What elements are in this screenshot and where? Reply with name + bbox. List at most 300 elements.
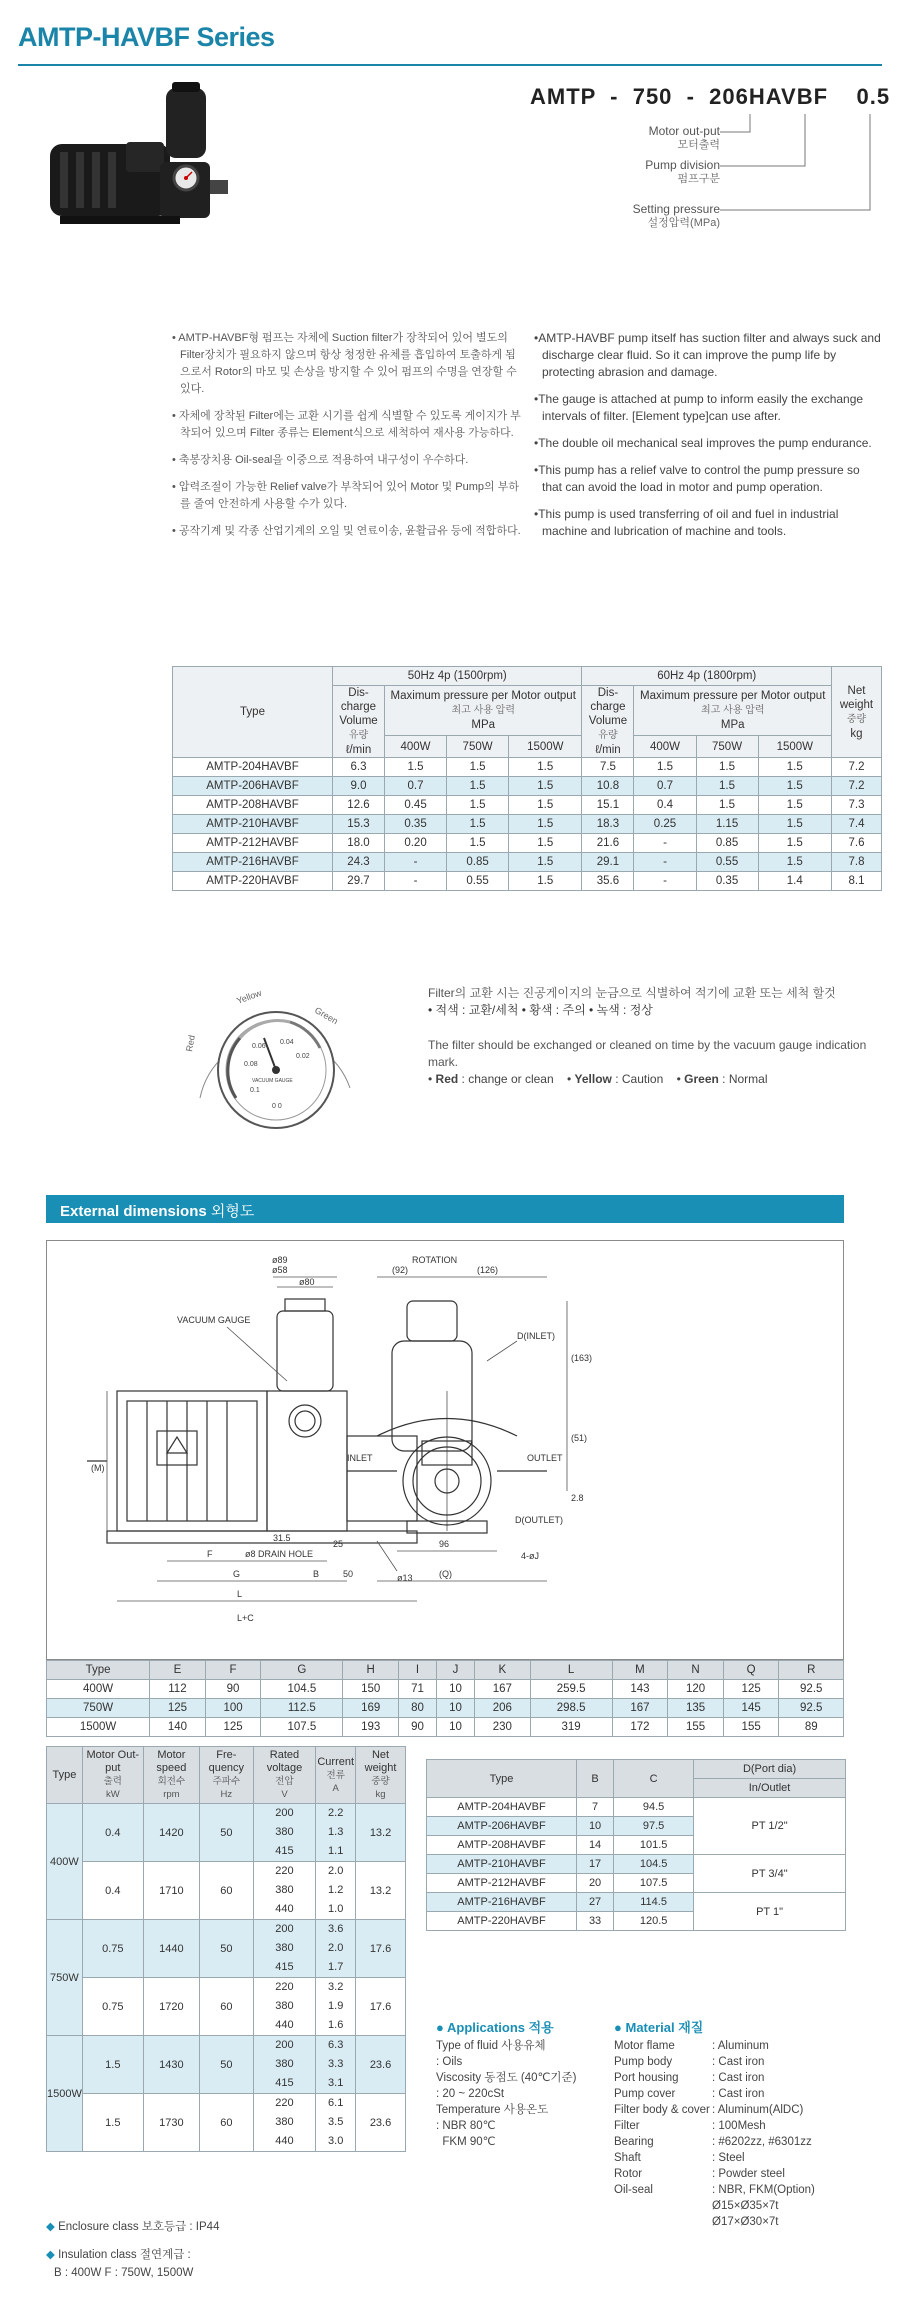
gauge-note-en: The filter should be exchanged or cleaned on time by the vacuum gauge indication mark. (428, 1038, 867, 1069)
gauge-note-ko-legend: • 적색 : 교환/세척 • 황색 : 주의 • 녹색 : 정상 (428, 1003, 653, 1017)
dim-cell: 319 (530, 1718, 612, 1737)
material: ● Material 재질 Motor flame : Aluminum Pump body : Cast iron Port housing : Cast iron Pump cover : Cast iron Filter body & cover : Aluminum(AlDC) Filter : 100Mesh Bearing : #6202zz, #6301zz Shaft : Steel Rotor : Powder steel Oil-seal : NBR, FKM(Option) Ø15×Ø35×7t Ø17×Ø30×7t (614, 2020, 854, 2230)
spec-cell: 29.1 (582, 853, 634, 872)
dim-cell: 10 (436, 1718, 474, 1737)
motor-v-cell: 220 380 440 (253, 2094, 316, 2152)
motor-a-cell: 3.2 1.9 1.6 (316, 1978, 356, 2036)
dim-header: Q (723, 1661, 779, 1680)
port-cell: 33 (577, 1912, 614, 1931)
svg-text:Yellow: Yellow (235, 987, 263, 1006)
spec-cell: 0.25 (634, 815, 696, 834)
insulation-value: B : 400W F : 750W, 1500W (54, 2267, 194, 2279)
spec-cell: 1.5 (509, 872, 582, 891)
dim-cell: 167 (474, 1680, 530, 1699)
port-cell: 14 (577, 1836, 614, 1855)
notes (46, 2218, 219, 2282)
dim-cell: 107.5 (261, 1718, 343, 1737)
motor-rpm-cell: 1730 (143, 2094, 199, 2152)
label-q: (Q) (439, 1569, 452, 1579)
motor-kw-cell: 1.5 (82, 2036, 143, 2094)
spec-cell: 1.5 (509, 853, 582, 872)
svg-text:0.1: 0.1 (250, 1087, 260, 1094)
label-drain-hole: ø8 DRAIN HOLE (245, 1549, 314, 1559)
motor-kg-cell: 13.2 (356, 1862, 406, 1920)
motor-hz-cell: 60 (200, 2094, 254, 2152)
motor-row (47, 2094, 406, 2152)
material-row: Rotor : Powder steel (614, 2168, 785, 2180)
port-cell: AMTP-210HAVBF (427, 1855, 577, 1874)
motor-a-cell: 2.2 1.3 1.1 (316, 1804, 356, 1862)
motor-a-cell: 6.1 3.5 3.0 (316, 2094, 356, 2152)
motor-header: Fre-quency 주파수 Hz (200, 1747, 254, 1804)
label-g: G (233, 1569, 241, 1579)
label-51: (51) (571, 1433, 588, 1443)
dim-header: Type (47, 1661, 150, 1680)
port-cell: 120.5 (614, 1912, 694, 1931)
spec-cell: 1.5 (634, 758, 696, 777)
desc-en-3: •The double oil mechanical seal improves the pump endurance. (534, 436, 872, 450)
port-th-c: C (614, 1760, 694, 1798)
dim-header: K (474, 1661, 530, 1680)
spec-cell: 18.3 (582, 815, 634, 834)
svg-text:0.06: 0.06 (252, 1043, 266, 1050)
spec-row (173, 796, 882, 815)
spec-cell: - (634, 853, 696, 872)
label-126: (126) (477, 1265, 499, 1275)
spec-cell: 0.4 (634, 796, 696, 815)
dim-cell: 120 (668, 1680, 724, 1699)
spec-cell: 1.5 (447, 758, 509, 777)
motor-v-cell: 200 380 415 (253, 1920, 316, 1978)
spec-cell: 12.6 (333, 796, 385, 815)
label-31-5: 31.5 (273, 1533, 291, 1543)
spec-cell: 1.5 (509, 834, 582, 853)
spec-cell: 1.5 (509, 777, 582, 796)
desc-ko-1: • AMTP-HAVBF형 펌프는 자체에 Suction filter가 장착되어 있어 별도의 Filter장치가 필요하지 않으며 항상 청정한 유체를 흡입하여 토출하게 됨으로서 Rotor의 마모 및 손상을 방지할 수 있어 펌프의 수명을 연장할 수 있다. (172, 332, 517, 395)
label-vacuum-gauge: VACUUM GAUGE (177, 1315, 251, 1325)
desc-en-1: •AMTP-HAVBF pump itself has suction filter and always suck and discharge clear fluid. So it can improve the pump life by protecting abrasion and damage. (534, 331, 881, 379)
spec-cell: 7.2 (832, 777, 882, 796)
motor-hz-cell: 50 (200, 2036, 254, 2094)
application-line: : Oils (436, 2056, 463, 2068)
dim-cell: 400W (47, 1680, 150, 1699)
motor-table (46, 1746, 406, 2152)
motor-header: Type (47, 1747, 83, 1804)
spec-cell: 1.5 (696, 796, 758, 815)
dim-cell: 90 (205, 1680, 261, 1699)
dim-cell: 172 (612, 1718, 668, 1737)
dim-cell: 155 (668, 1718, 724, 1737)
dim-cell: 92.5 (779, 1680, 844, 1699)
dim-cell: 167 (612, 1699, 668, 1718)
motor-kg-cell: 17.6 (356, 1978, 406, 2036)
spec-cell: 7.5 (582, 758, 634, 777)
spec-cell: 29.7 (333, 872, 385, 891)
spec-cell: 1.5 (509, 796, 582, 815)
motor-kg-cell: 13.2 (356, 1804, 406, 1862)
dim-cell: 71 (398, 1680, 436, 1699)
th-discharge-50: Dis- charge Volume 유량 ℓ/min (333, 686, 385, 758)
port-th-d: D(Port dia) (694, 1760, 846, 1779)
spec-row (173, 872, 882, 891)
model-code-leader-lines (720, 108, 880, 248)
label-f: F (207, 1549, 213, 1559)
spec-cell: 1.5 (758, 796, 831, 815)
motor-v-cell: 200 380 415 (253, 2036, 316, 2094)
port-cell: 107.5 (614, 1874, 694, 1893)
enclosure-note: ◆ Enclosure class 보호등급 : IP44 (46, 2221, 220, 2233)
th-discharge-60: Dis- charge Volume 유량 ℓ/min (582, 686, 634, 758)
port-th-type: Type (427, 1760, 577, 1798)
svg-text:Red: Red (184, 1034, 197, 1053)
port-cell: 104.5 (614, 1855, 694, 1874)
spec-cell: 7.4 (832, 815, 882, 834)
spec-cell: 1.5 (509, 758, 582, 777)
material-row: Filter body & cover : Aluminum(AlDC) (614, 2104, 804, 2116)
motor-rpm-cell: 1420 (143, 1804, 199, 1862)
th-type: Type (173, 667, 333, 758)
motor-kg-cell: 17.6 (356, 1920, 406, 1978)
vacuum-gauge-illustration (180, 978, 370, 1138)
dim-cell: 140 (150, 1718, 206, 1737)
application-line: : 20 ~ 220cSt (436, 2088, 505, 2100)
spec-cell: 0.55 (447, 872, 509, 891)
motor-kw-cell: 1.5 (82, 2094, 143, 2152)
label-rotation: ROTATION (412, 1255, 458, 1265)
motor-rpm-cell: 1720 (143, 1978, 199, 2036)
port-cell: AMTP-206HAVBF (427, 1817, 577, 1836)
th-50hz: 50Hz 4p (1500rpm) (333, 667, 582, 686)
label-outlet: OUTLET (527, 1453, 563, 1463)
spec-cell: 21.6 (582, 834, 634, 853)
th-1500w-50: 1500W (509, 736, 582, 758)
motor-header: Current 전류 A (316, 1747, 356, 1804)
label-b: B (313, 1569, 320, 1579)
spec-cell: 35.6 (582, 872, 634, 891)
svg-text:0.02: 0.02 (296, 1053, 310, 1060)
material-row: Motor flame : Aluminum (614, 2040, 769, 2052)
spec-cell: 1.5 (758, 834, 831, 853)
label-pump-division: Pump division 펌프구분 (645, 158, 720, 185)
dim-cell: 143 (612, 1680, 668, 1699)
spec-cell: - (634, 834, 696, 853)
material-row: Pump cover : Cast iron (614, 2088, 765, 2100)
th-60hz: 60Hz 4p (1800rpm) (582, 667, 832, 686)
label-25: 25 (333, 1539, 344, 1549)
port-table (426, 1759, 846, 1931)
dimension-drawing (46, 1240, 844, 1660)
spec-cell: 7.3 (832, 796, 882, 815)
svg-text:VACUUM GAUGE: VACUUM GAUGE (252, 1078, 293, 1084)
label-phi58: ø58 (272, 1265, 288, 1275)
motor-header: Motor Out-put 출력 kW (82, 1747, 143, 1804)
dim-cell: 259.5 (530, 1680, 612, 1699)
motor-kw-cell: 0.75 (82, 1978, 143, 2036)
port-cell: 17 (577, 1855, 614, 1874)
th-400w-50: 400W (385, 736, 447, 758)
application-line: Temperature 사용온도 (436, 2104, 549, 2116)
dim-cell: 92.5 (779, 1699, 844, 1718)
motor-rpm-cell: 1440 (143, 1920, 199, 1978)
spec-cell: 1.5 (758, 853, 831, 872)
port-th-b: B (577, 1760, 614, 1798)
motor-type-cell: 1500W (47, 2036, 83, 2152)
material-row: Ø15×Ø35×7t (712, 2200, 779, 2212)
th-400w-60: 400W (634, 736, 696, 758)
spec-cell: 8.1 (832, 872, 882, 891)
motor-type-cell: 400W (47, 1804, 83, 1920)
port-th-inout: In/Outlet (694, 1779, 846, 1798)
port-cell: 94.5 (614, 1798, 694, 1817)
dim-header: E (150, 1661, 206, 1680)
label-d-outlet: D(OUTLET) (515, 1515, 563, 1525)
svg-text:0 0: 0 0 (272, 1103, 282, 1110)
port-cell: 10 (577, 1817, 614, 1836)
material-row: Pump body : Cast iron (614, 2056, 765, 2068)
dim-cell: 150 (343, 1680, 399, 1699)
spec-cell: 9.0 (333, 777, 385, 796)
spec-cell: - (634, 872, 696, 891)
motor-hz-cell: 50 (200, 1804, 254, 1862)
dim-header: N (668, 1661, 724, 1680)
motor-kg-cell: 23.6 (356, 2094, 406, 2152)
motor-a-cell: 6.3 3.3 3.1 (316, 2036, 356, 2094)
desc-ko-2: • 자체에 장착된 Filter에는 교환 시기를 쉽게 식별할 수 있도록 게이지가 부착되어 있으며 Filter 종류는 Element식으로 세척하여 재사용 가능하다. (172, 410, 521, 439)
spec-cell: 1.5 (758, 815, 831, 834)
applications: ● Applications 적용 Type of fluid 사용유체 : Oils Viscosity 동점도 (40℃기준) : 20 ~ 220cSt Temperature 사용온도 : NBR 80℃ FKM 90℃ (436, 2020, 606, 2150)
th-maxpress-50: Maximum pressure per Motor output 최고 사용 압력 MPa (385, 686, 582, 736)
motor-row (47, 2036, 406, 2094)
title-rule (18, 64, 882, 66)
spec-row (173, 853, 882, 872)
spec-row (173, 758, 882, 777)
spec-cell: 0.55 (696, 853, 758, 872)
motor-hz-cell: 60 (200, 1862, 254, 1920)
th-1500w-60: 1500W (758, 736, 831, 758)
dim-row (47, 1718, 844, 1737)
dim-cell: 206 (474, 1699, 530, 1718)
spec-cell: 1.15 (696, 815, 758, 834)
th-750w-50: 750W (447, 736, 509, 758)
spec-cell: 1.5 (758, 777, 831, 796)
motor-kg-cell: 23.6 (356, 2036, 406, 2094)
motor-kw-cell: 0.4 (82, 1862, 143, 1920)
motor-v-cell: 220 380 440 (253, 1978, 316, 2036)
label-motor-output: Motor out-put 모터출력 (648, 124, 720, 151)
label-phi13: ø13 (397, 1573, 413, 1583)
gauge-legend: • Red : change or clean • Yellow : Caution • Green : Normal (428, 1072, 768, 1086)
spec-type-cell: AMTP-220HAVBF (173, 872, 333, 891)
motor-hz-cell: 50 (200, 1920, 254, 1978)
th-750w-60: 750W (696, 736, 758, 758)
dim-header: I (398, 1661, 436, 1680)
spec-cell: 1.5 (447, 777, 509, 796)
port-cell: 7 (577, 1798, 614, 1817)
motor-header: Rated voltage 전압 V (253, 1747, 316, 1804)
label-163: (163) (571, 1353, 593, 1363)
spec-cell: 0.7 (634, 777, 696, 796)
desc-ko-5: • 공작기계 및 각종 산업기계의 오일 및 연료이송, 윤활급유 등에 적합하다. (172, 525, 521, 537)
dim-cell: 100 (205, 1699, 261, 1718)
motor-a-cell: 3.6 2.0 1.7 (316, 1920, 356, 1978)
dim-cell: 112.5 (261, 1699, 343, 1718)
spec-row (173, 777, 882, 796)
spec-cell: 1.5 (509, 815, 582, 834)
dim-header: H (343, 1661, 399, 1680)
dimension-table (46, 1660, 844, 1737)
dim-row (47, 1680, 844, 1699)
spec-table (172, 666, 882, 891)
port-dia-cell: PT 3/4" (694, 1855, 846, 1893)
motor-v-cell: 200 380 415 (253, 1804, 316, 1862)
motor-hz-cell: 60 (200, 1978, 254, 2036)
spec-cell: 7.6 (832, 834, 882, 853)
dim-cell: 80 (398, 1699, 436, 1718)
dim-cell: 193 (343, 1718, 399, 1737)
dim-header: G (261, 1661, 343, 1680)
port-cell: AMTP-220HAVBF (427, 1912, 577, 1931)
label-2-8: 2.8 (571, 1493, 584, 1503)
port-cell: 114.5 (614, 1893, 694, 1912)
spec-row (173, 834, 882, 853)
dim-header: M (612, 1661, 668, 1680)
spec-cell: 0.45 (385, 796, 447, 815)
spec-type-cell: AMTP-206HAVBF (173, 777, 333, 796)
spec-cell: - (385, 872, 447, 891)
spec-cell: 15.1 (582, 796, 634, 815)
dim-row (47, 1699, 844, 1718)
desc-en-2: •The gauge is attached at pump to inform easily the exchange intervals of filter. [Element type]can use after. (534, 392, 864, 423)
label-l: L (237, 1589, 243, 1599)
port-cell: AMTP-204HAVBF (427, 1798, 577, 1817)
port-row (427, 1798, 846, 1817)
label-inlet: INLET (347, 1453, 373, 1463)
model-code: AMTP - 750 - 206HAVBF 0.5 (530, 84, 891, 109)
insulation-note: ◆ Insulation class 절연계급 : (46, 2249, 191, 2261)
spec-cell: 1.5 (758, 758, 831, 777)
svg-text:0.04: 0.04 (280, 1039, 294, 1046)
material-row: Oil-seal : NBR, FKM(Option) (614, 2184, 815, 2196)
port-cell: 101.5 (614, 1836, 694, 1855)
label-50: 50 (343, 1569, 354, 1579)
label-setting-pressure: Setting pressure 설정압력(MPa) (632, 202, 720, 229)
material-row: Ø17×Ø30×7t (712, 2216, 779, 2228)
port-cell: AMTP-212HAVBF (427, 1874, 577, 1893)
dim-cell: 89 (779, 1718, 844, 1737)
dim-cell: 230 (474, 1718, 530, 1737)
th-net-weight: Net weight 중량 kg (832, 667, 882, 758)
svg-text:0.08: 0.08 (244, 1061, 258, 1068)
spec-type-cell: AMTP-216HAVBF (173, 853, 333, 872)
dim-cell: 125 (150, 1699, 206, 1718)
motor-row (47, 1920, 406, 1978)
material-row: Filter : 100Mesh (614, 2120, 766, 2132)
material-row: Shaft : Steel (614, 2152, 745, 2164)
motor-kw-cell: 0.75 (82, 1920, 143, 1978)
spec-row (173, 815, 882, 834)
dim-cell: 90 (398, 1718, 436, 1737)
spec-cell: 15.3 (333, 815, 385, 834)
port-dia-cell: PT 1/2" (694, 1798, 846, 1855)
dim-cell: 125 (205, 1718, 261, 1737)
spec-cell: 1.5 (385, 758, 447, 777)
spec-type-cell: AMTP-212HAVBF (173, 834, 333, 853)
spec-cell: 0.35 (696, 872, 758, 891)
port-dia-cell: PT 1" (694, 1893, 846, 1931)
spec-cell: 0.7 (385, 777, 447, 796)
spec-type-cell: AMTP-210HAVBF (173, 815, 333, 834)
desc-ko-3: • 축봉장치용 Oil-seal을 이중으로 적용하여 내구성이 우수하다. (172, 454, 469, 466)
spec-cell: 10.8 (582, 777, 634, 796)
label-phi80: ø80 (299, 1277, 315, 1287)
motor-row (47, 1862, 406, 1920)
motor-type-cell: 750W (47, 1920, 83, 2036)
dim-header: R (779, 1661, 844, 1680)
material-row: Bearing : #6202zz, #6301zz (614, 2136, 812, 2148)
spec-cell: 18.0 (333, 834, 385, 853)
external-dimensions-header: External dimensions 외형도 (46, 1195, 844, 1223)
pump-product-image (40, 82, 240, 252)
motor-row (47, 1978, 406, 2036)
motor-a-cell: 2.0 1.2 1.0 (316, 1862, 356, 1920)
label-phi89: ø89 (272, 1255, 288, 1265)
port-cell: AMTP-208HAVBF (427, 1836, 577, 1855)
gauge-note (428, 985, 888, 1088)
dim-cell: 1500W (47, 1718, 150, 1737)
spec-cell: 0.85 (447, 853, 509, 872)
spec-cell: 24.3 (333, 853, 385, 872)
spec-cell: 1.5 (447, 815, 509, 834)
spec-cell: 1.5 (696, 777, 758, 796)
dim-cell: 104.5 (261, 1680, 343, 1699)
material-row: Port housing : Cast iron (614, 2072, 765, 2084)
desc-en-5: •This pump is used transferring of oil and fuel in industrial machine and lubrication of machine and tools. (534, 507, 839, 538)
dim-cell: 10 (436, 1680, 474, 1699)
spec-type-cell: AMTP-204HAVBF (173, 758, 333, 777)
dim-cell: 298.5 (530, 1699, 612, 1718)
spec-type-cell: AMTP-208HAVBF (173, 796, 333, 815)
dim-cell: 10 (436, 1699, 474, 1718)
label-96: 96 (439, 1539, 450, 1549)
motor-row (47, 1804, 406, 1862)
description-english (534, 330, 882, 550)
desc-ko-4: • 압력조절이 가능한 Relief valve가 부착되어 있어 Motor 및 Pump의 부하를 줄여 안전하게 사용할 수가 있다. (172, 481, 519, 510)
spec-cell: 0.20 (385, 834, 447, 853)
port-row (427, 1893, 846, 1912)
motor-header: Motor speed 회전수 rpm (143, 1747, 199, 1804)
dim-header: J (436, 1661, 474, 1680)
th-maxpress-60: Maximum pressure per Motor output 최고 사용 압력 MPa (634, 686, 832, 736)
spec-cell: 7.2 (832, 758, 882, 777)
motor-v-cell: 220 380 440 (253, 1862, 316, 1920)
application-line: Type of fluid 사용유체 (436, 2040, 546, 2052)
label-m: (M) (91, 1463, 105, 1473)
label-4-phi-j: 4-øJ (521, 1551, 539, 1561)
motor-rpm-cell: 1710 (143, 1862, 199, 1920)
application-line: FKM 90℃ (436, 2136, 496, 2148)
spec-cell: 1.4 (758, 872, 831, 891)
application-line: Viscosity 동점도 (40℃기준) (436, 2072, 577, 2084)
spec-cell: 7.8 (832, 853, 882, 872)
spec-cell: 1.5 (447, 834, 509, 853)
gauge-note-ko: Filter의 교환 시는 진공게이지의 눈금으로 식별하여 적기에 교환 또는 세척 할것 (428, 986, 836, 1000)
dim-header: F (205, 1661, 261, 1680)
label-d-inlet: D(INLET) (517, 1331, 555, 1341)
label-l-plus-c: L+C (237, 1613, 254, 1623)
svg-text:Green: Green (313, 1005, 340, 1027)
port-cell: AMTP-216HAVBF (427, 1893, 577, 1912)
label-92: (92) (392, 1265, 409, 1275)
